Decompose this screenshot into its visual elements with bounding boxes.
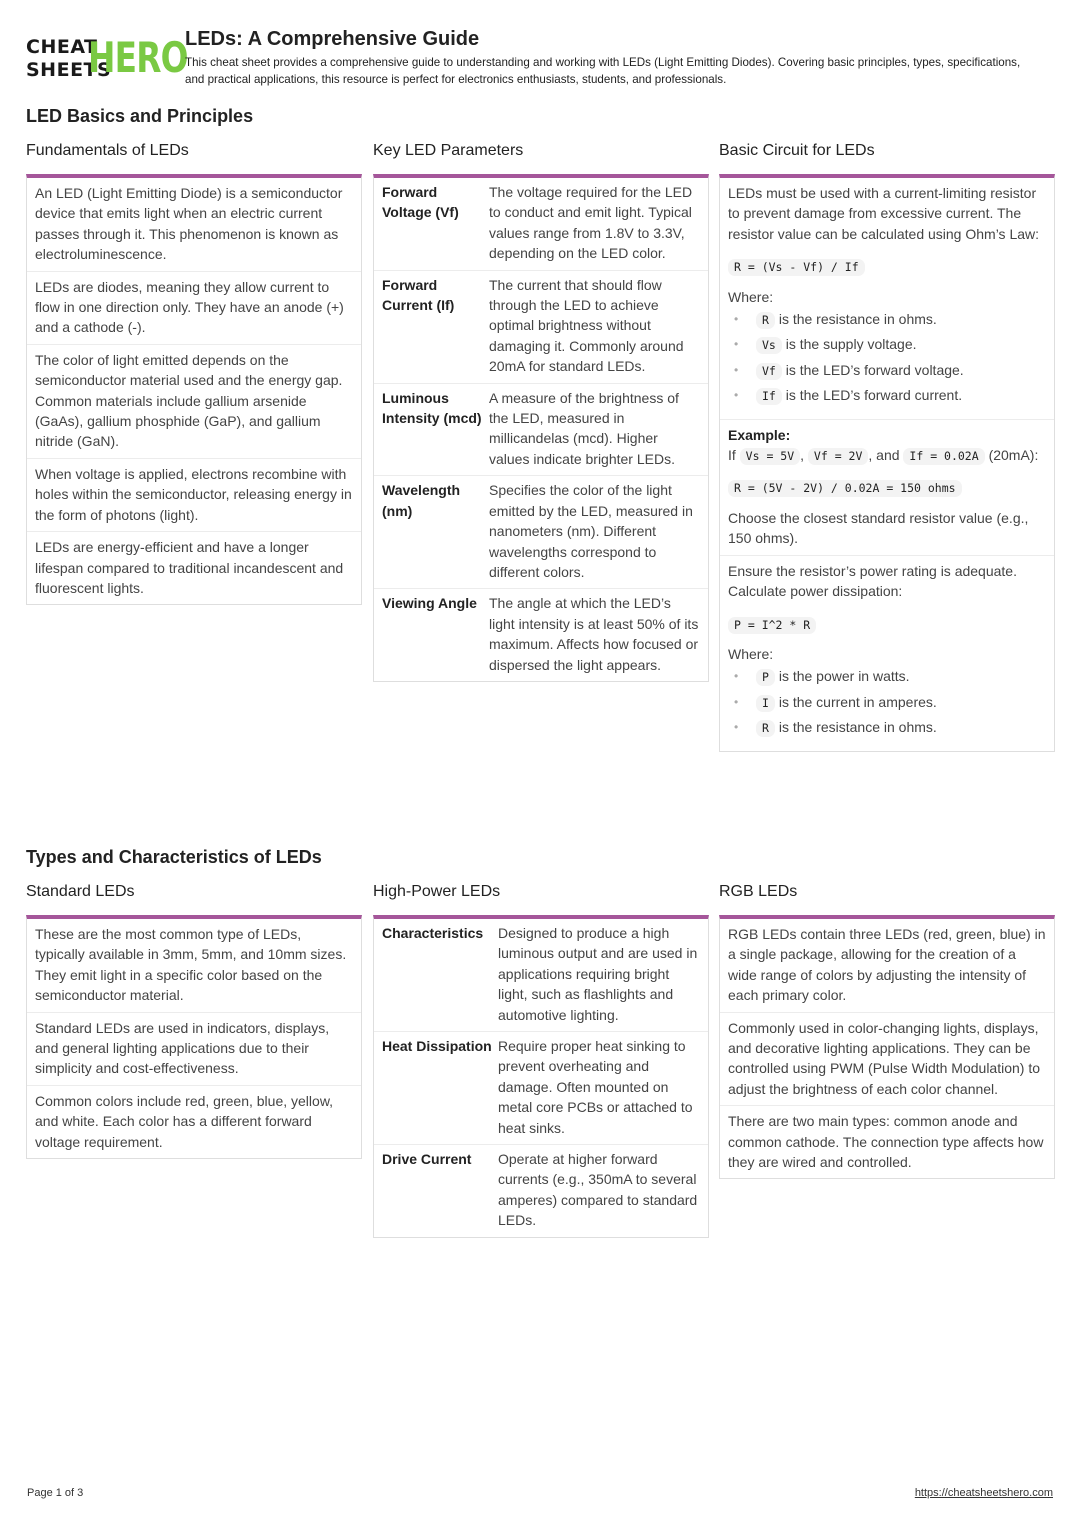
list-item: There are two main types: common anode and common cathode. The connection type affects how they are wired and controlled. <box>728 1113 1044 1171</box>
example-note: Choose the closest standard resistor value (e.g., 150 ohms). <box>728 509 1029 547</box>
list-item: RGB LEDs contain three LEDs (red, green, blue) in a single package, allowing for the creation of a wide range of colors by adjusting the intensity of each primary color. <box>720 919 1054 1013</box>
site-link[interactable]: https://cheatsheetshero.com <box>914 1487 1053 1499</box>
table-row <box>374 178 708 271</box>
power-where-label: Where: <box>728 645 774 662</box>
table-row <box>374 384 708 477</box>
table-row <box>374 1032 708 1145</box>
page-number: Page 1 of 3 <box>27 1487 84 1499</box>
row-value: Require proper heat sinking to prevent overheating and damage. Often mounted on metal core PCBs or attached to heat sinks. <box>498 1038 693 1136</box>
table-row <box>374 589 708 681</box>
circuit-formula-block <box>720 178 1054 420</box>
parameters-table <box>373 174 709 682</box>
list-item: • I is the current in amperes. <box>728 692 1046 712</box>
list-item: • R is the resistance in ohms. <box>728 717 1046 737</box>
standard-column <box>26 881 362 1159</box>
row-key: Heat Dissipation <box>382 1038 492 1055</box>
rgb-title: RGB LEDs <box>719 883 798 900</box>
list-item: An LED (Light Emitting Diode) is a semiconductor device that emits light when an electric current passes through it. This phenomenon is known as electroluminescence. <box>27 178 361 272</box>
row-key: Luminous Intensity (mcd) <box>382 389 482 427</box>
parameters-column <box>373 140 709 682</box>
list-item: Common colors include red, green, blue, yellow, and white. Each color has a different forward voltage requirement. <box>35 1092 334 1150</box>
rgb-column <box>719 881 1055 1179</box>
circuit-column <box>719 140 1055 752</box>
highpower-table <box>373 915 709 1238</box>
variable-list <box>728 309 1046 406</box>
section-title-types: Types and Characteristics of LEDs <box>26 847 322 867</box>
list-item: LEDs are energy-efficient and have a longer lifespan compared to traditional incandescent and fluorescent lights. <box>35 539 344 596</box>
fundamentals-title: Fundamentals of LEDs <box>26 142 189 159</box>
list-item: • R is the resistance in ohms. <box>728 309 1046 329</box>
power-block <box>720 556 1054 751</box>
power-formula: P = I^2 * R <box>728 617 816 634</box>
table-row <box>374 1145 708 1237</box>
list-item: • If is the LED’s forward current. <box>728 385 1046 405</box>
list-item: • Vf is the LED’s forward voltage. <box>728 360 1046 380</box>
power-variable-list <box>728 666 1046 737</box>
example-label: Example: <box>728 426 791 443</box>
ohms-law-formula: R = (Vs - Vf) / If <box>728 259 865 276</box>
list-item: These are the most common type of LEDs, typically available in 3mm, 5mm, and 10mm sizes. They emit light in a specific color based on the semiconductor material. <box>27 919 361 1013</box>
circuit-example-block <box>720 420 1054 556</box>
cheatsheets-hero-logo[interactable] <box>26 33 188 82</box>
standard-card <box>26 915 362 1159</box>
circuit-title: Basic Circuit for LEDs <box>719 142 875 159</box>
list-item: • P is the power in watts. <box>728 666 1046 686</box>
power-intro: Ensure the resistor’s power rating is adequate. Calculate power dissipation: <box>728 562 1017 600</box>
section-title-basics: LED Basics and Principles <box>26 106 254 126</box>
row-value: Designed to produce a high luminous output and are used in applications requiring bright light, such as flashlights and automotive lighting. <box>498 925 698 1023</box>
row-value: A measure of the brightness of the LED, measured in millicandelas (mcd). Higher values indicate brighter LEDs. <box>489 389 679 467</box>
list-item: LEDs are diodes, meaning they allow current to flow in one direction only. They have an anode (+) and a cathode (-). <box>27 272 361 345</box>
fundamentals-card <box>26 174 362 605</box>
logo-hero: HERO <box>88 33 188 82</box>
logo-text: CHEAT SHEETS <box>26 36 112 81</box>
example-formula: R = (5V - 2V) / 0.02A = 150 ohms <box>728 480 962 497</box>
page-description: This cheat sheet provides a comprehensive guide to understanding and working with LEDs (Light Emitting Diodes). Covering basic principles, types, specifications, and practical applications, this resource is perfect for electronics enthusiasts, students, and professionals. <box>185 56 1021 86</box>
table-row <box>374 919 708 1032</box>
fundamentals-column <box>26 140 362 605</box>
page-title: LEDs: A Comprehensive Guide <box>185 28 480 50</box>
row-key: Viewing Angle <box>382 595 477 612</box>
list-item: The color of light emitted depends on the semiconductor material used and the energy gap. Common materials include gallium arsenide (GaAs), gallium phosphide (GaP), and gallium nitride (GaN). <box>27 345 361 459</box>
row-key: Drive Current <box>382 1151 472 1168</box>
row-key: Wavelength (nm) <box>382 482 461 519</box>
where-label: Where: <box>728 288 774 305</box>
row-value: The angle at which the LED’s light intensity is at least 50% of its maximum. Affects how focused or dispersed the light appears. <box>489 595 699 673</box>
list-item: Commonly used in color-changing lights, displays, and decorative lighting applications. They can be controlled using PWM (Pulse Width Modulation) to adjust the brightness of each color channel. <box>720 1013 1054 1107</box>
page-header <box>26 28 1056 92</box>
table-row <box>374 476 708 589</box>
row-key: Characteristics <box>382 925 484 941</box>
table-row <box>374 271 708 384</box>
highpower-title: High-Power LEDs <box>373 883 501 900</box>
circuit-intro: LEDs must be used with a current-limiting resistor to prevent damage from excessive current. The resistor value can be calculated using Ohm’s Law: <box>728 185 1040 242</box>
row-value: Specifies the color of the light emitted by the LED, measured in nanometers (nm). Different wavelengths correspond to different colors. <box>489 482 693 580</box>
row-key: Forward Current (If) <box>382 276 455 314</box>
list-item: When voltage is applied, electrons recombine with holes within the semiconductor, releasing energy in the form of photons (light). <box>27 459 361 532</box>
list-item: • Vs is the supply voltage. <box>728 334 1046 354</box>
row-key: Forward Voltage (Vf) <box>382 184 459 221</box>
circuit-card <box>719 174 1055 752</box>
parameters-title: Key LED Parameters <box>373 142 524 159</box>
row-value: The current that should flow through the LED to achieve optimal brightness without damaging it. Commonly around 20mA for standard LEDs. <box>489 276 684 375</box>
standard-title: Standard LEDs <box>26 883 135 900</box>
row-value: Operate at higher forward currents (e.g., 350mA to several amperes) compared to standard LEDs. <box>498 1151 698 1229</box>
highpower-column <box>373 881 709 1238</box>
row-value: The voltage required for the LED to conduct and emit light. Typical values range from 1.8V to 3.3V, depending on the LED color. <box>489 184 693 262</box>
example-text: If Vs = 5V , Vf = 2V , and If = 0.02A (20mA): <box>728 447 1039 464</box>
list-item: Standard LEDs are used in indicators, displays, and general lighting applications due to their simplicity and cost-effectiveness. <box>27 1013 361 1086</box>
rgb-card <box>719 915 1055 1179</box>
